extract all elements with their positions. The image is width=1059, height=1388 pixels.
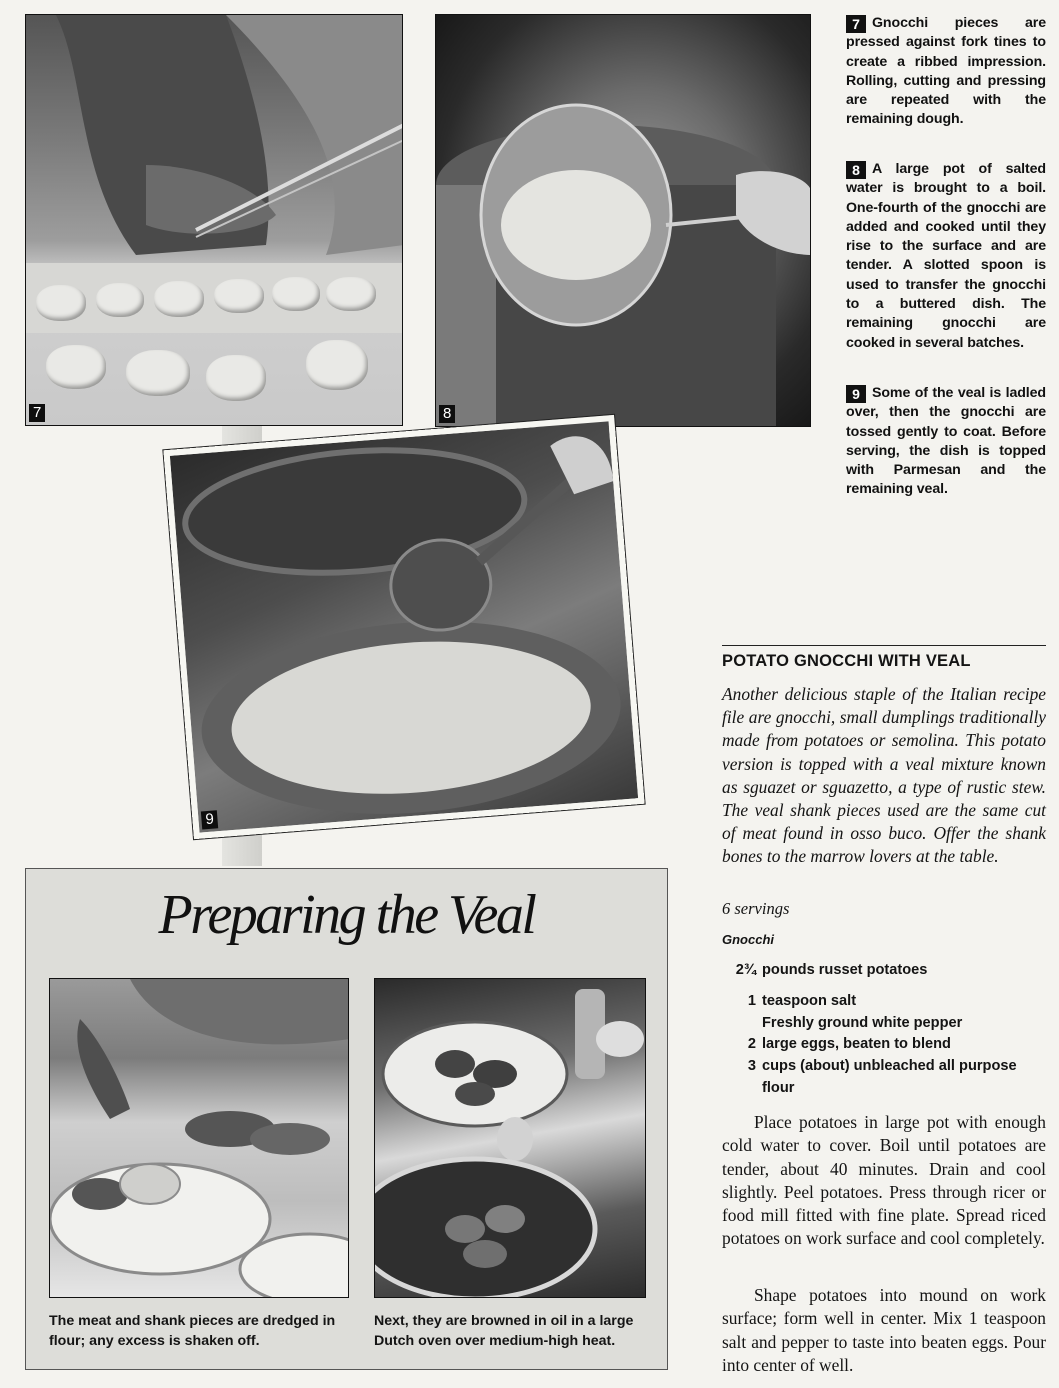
- dredging-illustration: [50, 979, 349, 1298]
- step-number-badge: 8: [846, 161, 866, 179]
- step-caption-8: [846, 160, 1046, 353]
- strainer-pot-illustration: [436, 15, 811, 427]
- ingredient-qty: 2: [747, 1036, 756, 1053]
- ingredient-row: [722, 1056, 1046, 1100]
- recipe-servings: 6 servings: [722, 899, 790, 918]
- ingredient-list: [722, 960, 1046, 1100]
- ingredient-item: large eggs, beaten to blend: [762, 1036, 951, 1053]
- sidebar-caption-dredging: The meat and shank pieces are dredged in flour; any excess is shaken off.: [49, 1313, 336, 1349]
- step-caption-text: Some of the veal is ladled over, then the gnocchi are tossed gently to coat. Before serving, the dish is topped with Parmesan and the remaining veal.: [846, 385, 1046, 498]
- photo-number: 9: [201, 810, 219, 829]
- ingredient-subhead: Gnocchi: [722, 932, 775, 947]
- photo-ladling-veal: [163, 415, 644, 839]
- browning-illustration: [375, 979, 646, 1298]
- preparing-veal-sidebar: [25, 868, 668, 1370]
- step-number-badge: 9: [846, 385, 866, 403]
- step-caption-9: [846, 384, 1046, 500]
- photo-number: 7: [29, 404, 45, 422]
- step-caption-text: Gnocchi pieces are pressed against fork tines to create a ribbed impression. Rolling, cutting and pressing are repeated with the remaining dough.: [846, 15, 1046, 128]
- ingredient-row: [722, 960, 1046, 982]
- ingredient-qty: 1: [747, 992, 756, 1009]
- step-caption-text: A large pot of salted water is brought to a boil. One-fourth of the gnocchi are added and cooked until they rise to the surface and are tender. A slotted spoon is used to transfer the gnocchi to a buttered dish. The remaining gnocchi are cooked in several batches.: [846, 161, 1046, 351]
- ingredient-item: pounds russet potatoes: [762, 962, 928, 978]
- sidebar-title: Preparing the Veal: [158, 884, 535, 946]
- photo-cooking-gnocchi: [435, 14, 811, 427]
- step-caption-7: [846, 14, 1046, 130]
- photo-browning-meat: [374, 978, 646, 1298]
- ingredient-row: [722, 1013, 1046, 1035]
- ladle-pan-illustration: [170, 421, 638, 832]
- recipe-paragraph: Shape potatoes into mound on work surface; form well in center. Mix 1 teaspoon salt and pepper to taste into beaten eggs. Pour into center of well.: [722, 1285, 1046, 1375]
- photo-number: 8: [439, 405, 455, 423]
- ingredient-item: Freshly ground white pepper: [762, 1014, 963, 1031]
- recipe-paragraph: Place potatoes in large pot with enough cold water to cover. Boil until potatoes are tender, about 40 minutes. Drain and cool slightly. Peel potatoes. Press through ricer or food mill fitted with fine plate. Spread riced potatoes on work surface and cool completely.: [722, 1112, 1046, 1249]
- recipe-intro: Another delicious staple of the Italian recipe file are gnocchi, small dumplings traditionally made from potatoes or semolina. This potato version is topped with a veal mixture known as sguazet or sguazetto, a type of rustic stew. The veal shank pieces used are the same cut of meat found in osso buco. Offer the shank bones to the marrow lovers at the table.: [722, 684, 1046, 867]
- ingredient-item: teaspoon salt: [762, 992, 857, 1009]
- ingredient-qty: 3: [747, 1058, 756, 1075]
- ingredient-item: cups (about) unbleached all purpose flour: [762, 1058, 1017, 1096]
- ingredient-row: [722, 991, 1046, 1013]
- ingredient-row: [722, 1034, 1046, 1056]
- ingredient-qty: [722, 1013, 762, 1035]
- photo-dredging-meat: [49, 978, 349, 1298]
- sidebar-caption-browning: Next, they are browned in oil in a large Dutch oven over medium-high heat.: [374, 1313, 634, 1349]
- photo-fork-pressing: [25, 14, 403, 426]
- step-number-badge: 7: [846, 15, 866, 33]
- ingredient-qty: 2¾: [735, 962, 756, 978]
- recipe-divider: [722, 645, 1046, 646]
- recipe-title: POTATO GNOCCHI WITH VEAL: [722, 652, 971, 670]
